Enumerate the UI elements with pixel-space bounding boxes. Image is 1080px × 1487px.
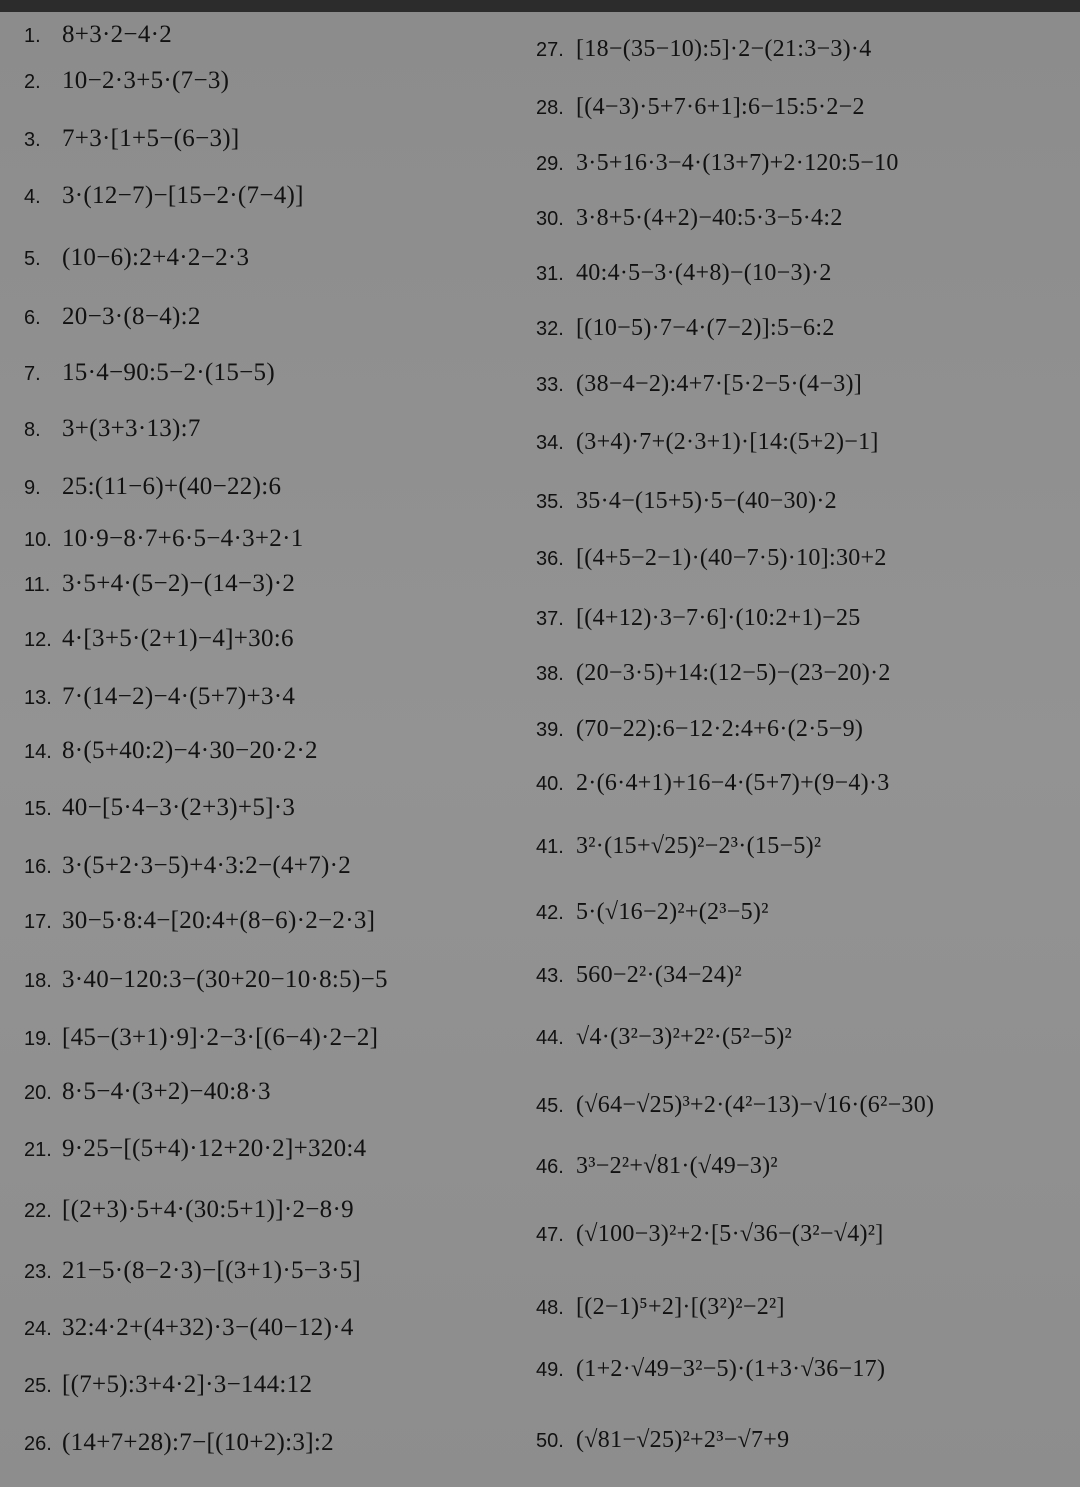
exercise-expression: [(2+3)·5+4·(30:5+1)]·2−8·9	[62, 1196, 354, 1223]
exercise-22	[24, 1197, 354, 1222]
exercise-9	[24, 474, 281, 499]
exercise-number: 29.	[536, 153, 564, 175]
exercise-expression: 8+3·2−4·2	[62, 21, 173, 48]
exercise-number: 44.	[536, 1027, 564, 1049]
exercise-23	[24, 1258, 361, 1283]
exercise-number: 42.	[536, 902, 564, 924]
exercise-26	[24, 1430, 334, 1455]
exercise-number: 6.	[24, 307, 41, 329]
exercise-expression: (√100−3)²+2·[5·√36−(3²−√4)²]	[576, 1221, 884, 1247]
exercise-expression: 10·9−8·7+6·5−4·3+2·1	[62, 525, 304, 552]
exercise-49	[536, 1357, 885, 1381]
exercise-expression: 3·(5+2·3−5)+4·3:2−(4+7)·2	[62, 852, 352, 879]
exercise-number: 1.	[24, 25, 41, 47]
exercise-4	[24, 183, 304, 208]
exercise-expression: [(10−5)·7−4·(7−2)]:5−6:2	[576, 315, 835, 341]
exercise-expression: (√81−√25)²+2³−√7+9	[576, 1427, 790, 1453]
exercise-expression: 25:(11−6)+(40−22):6	[62, 473, 282, 500]
exercise-number: 12.	[24, 629, 52, 651]
exercise-19	[24, 1025, 378, 1050]
exercise-number: 32.	[536, 318, 564, 340]
top-bar	[0, 0, 1080, 12]
exercise-number: 20.	[24, 1082, 52, 1104]
exercise-number: 5.	[24, 248, 41, 270]
exercise-number: 37.	[536, 608, 564, 630]
exercise-16	[24, 853, 351, 878]
exercise-15	[24, 795, 295, 820]
exercise-1	[24, 22, 172, 47]
exercise-number: 14.	[24, 741, 52, 763]
exercise-17	[24, 908, 375, 933]
exercise-number: 48.	[536, 1297, 564, 1319]
exercise-6	[24, 304, 201, 329]
exercise-33	[536, 372, 862, 396]
exercise-number: 47.	[536, 1224, 564, 1246]
exercise-24	[24, 1315, 354, 1340]
exercise-expression: 5·(√16−2)²+(2³−5)²	[576, 899, 769, 925]
exercise-number: 41.	[536, 836, 564, 858]
exercise-expression: 30−5·8:4−[20:4+(8−6)·2−2·3]	[62, 907, 376, 934]
exercise-46	[536, 1154, 778, 1178]
exercise-number: 8.	[24, 419, 41, 441]
exercise-expression: [(4+12)·3−7·6]·(10:2+1)−25	[576, 605, 861, 631]
exercise-21	[24, 1136, 366, 1161]
exercise-11	[24, 571, 295, 596]
exercise-39	[536, 717, 863, 741]
exercise-13	[24, 684, 295, 709]
exercise-number: 10.	[24, 529, 52, 551]
exercise-8	[24, 416, 201, 441]
exercise-29	[536, 151, 899, 175]
exercise-number: 49.	[536, 1359, 564, 1381]
exercise-expression: 3·(12−7)−[15−2·(7−4)]	[62, 182, 304, 209]
exercise-expression: 7·(14−2)−4·(5+7)+3·4	[62, 683, 296, 710]
exercise-number: 50.	[536, 1430, 564, 1452]
exercise-36	[536, 546, 887, 570]
exercise-35	[536, 489, 837, 513]
exercise-expression: 21−5·(8−2·3)−[(3+1)·5−3·5]	[62, 1257, 362, 1284]
exercise-expression: √4·(3²−3)²+2²·(5²−5)²	[576, 1024, 793, 1050]
exercise-number: 19.	[24, 1028, 52, 1050]
exercise-expression: (20−3·5)+14:(12−5)−(23−20)·2	[576, 660, 891, 686]
exercise-3	[24, 126, 240, 151]
exercise-number: 40.	[536, 773, 564, 795]
exercise-number: 18.	[24, 970, 52, 992]
exercise-31	[536, 261, 832, 285]
exercise-2	[24, 68, 229, 93]
exercise-expression: (3+4)·7+(2·3+1)·[14:(5+2)−1]	[576, 429, 879, 455]
exercise-number: 7.	[24, 363, 41, 385]
exercise-48	[536, 1295, 785, 1319]
exercise-12	[24, 626, 294, 651]
exercise-number: 39.	[536, 719, 564, 741]
exercise-25	[24, 1372, 312, 1397]
exercise-7	[24, 360, 275, 385]
exercise-expression: 3³−2²+√81·(√49−3)²	[576, 1153, 778, 1179]
exercise-expression: 560−2²·(34−24)²	[576, 962, 742, 988]
exercise-expression: 15·4−90:5−2·(15−5)	[62, 359, 275, 386]
exercise-number: 31.	[536, 263, 564, 285]
exercise-expression: [(2−1)⁵+2]·[(3²)²−2²]	[576, 1294, 785, 1320]
exercise-expression: 32:4·2+(4+32)·3−(40−12)·4	[62, 1314, 354, 1341]
exercise-expression: (14+7+28):7−[(10+2):3]:2	[62, 1429, 334, 1456]
exercise-expression: (1+2·√49−3²−5)·(1+3·√36−17)	[576, 1356, 886, 1382]
exercise-expression: 3·8+5·(4+2)−40:5·3−5·4:2	[576, 205, 843, 231]
exercise-expression: [(4−3)·5+7·6+1]:6−15:5·2−2	[576, 94, 865, 120]
exercise-number: 2.	[24, 71, 41, 93]
exercise-20	[24, 1079, 271, 1104]
exercise-38	[536, 661, 891, 685]
exercise-number: 11.	[24, 574, 51, 596]
exercise-40	[536, 771, 890, 795]
exercise-expression: 3+(3+3·13):7	[62, 415, 201, 442]
exercise-50	[536, 1428, 789, 1452]
exercise-expression: [45−(3+1)·9]·2−3·[(6−4)·2−2]	[62, 1024, 379, 1051]
exercise-number: 22.	[24, 1200, 52, 1222]
exercise-number: 16.	[24, 856, 52, 878]
exercise-32	[536, 316, 835, 340]
exercise-number: 13.	[24, 687, 52, 709]
exercise-number: 23.	[24, 1261, 52, 1283]
exercise-number: 46.	[536, 1156, 564, 1178]
exercise-5	[24, 245, 249, 270]
exercise-expression: (10−6):2+4·2−2·3	[62, 244, 250, 271]
exercise-number: 3.	[24, 129, 41, 151]
exercise-28	[536, 95, 865, 119]
exercise-expression: 3·40−120:3−(30+20−10·8:5)−5	[62, 966, 388, 993]
exercise-41	[536, 834, 821, 858]
exercise-44	[536, 1025, 792, 1049]
exercise-number: 27.	[536, 39, 564, 61]
exercise-number: 43.	[536, 965, 564, 987]
exercise-sheet	[0, 12, 1080, 1487]
exercise-45	[536, 1093, 934, 1117]
exercise-expression: 8·5−4·(3+2)−40:8·3	[62, 1078, 271, 1105]
exercise-number: 28.	[536, 97, 564, 119]
exercise-expression: 8·(5+40:2)−4·30−20·2·2	[62, 737, 318, 764]
exercise-number: 24.	[24, 1318, 52, 1340]
exercise-number: 17.	[24, 911, 52, 933]
exercise-expression: 40:4·5−3·(4+8)−(10−3)·2	[576, 260, 832, 286]
exercise-27	[536, 37, 872, 61]
exercise-number: 9.	[24, 477, 41, 499]
exercise-expression: 4·[3+5·(2+1)−4]+30:6	[62, 625, 294, 652]
exercise-number: 30.	[536, 208, 564, 230]
exercise-number: 4.	[24, 186, 41, 208]
exercise-43	[536, 963, 742, 987]
exercise-47	[536, 1222, 884, 1246]
exercise-number: 33.	[536, 374, 564, 396]
exercise-30	[536, 206, 843, 230]
exercise-37	[536, 606, 861, 630]
exercise-10	[24, 526, 304, 551]
exercise-18	[24, 967, 388, 992]
exercise-expression: 40−[5·4−3·(2+3)+5]·3	[62, 794, 296, 821]
exercise-number: 38.	[536, 663, 564, 685]
exercise-number: 35.	[536, 491, 564, 513]
exercise-expression: 35·4−(15+5)·5−(40−30)·2	[576, 488, 837, 514]
exercise-number: 25.	[24, 1375, 52, 1397]
exercise-expression: 10−2·3+5·(7−3)	[62, 67, 230, 94]
exercise-expression: 9·25−[(5+4)·12+20·2]+320:4	[62, 1135, 367, 1162]
exercise-expression: (√64−√25)³+2·(4²−13)−√16·(6²−30)	[576, 1092, 935, 1118]
exercise-expression: 3·5+16·3−4·(13+7)+2·120:5−10	[576, 150, 899, 176]
exercise-expression: [(4+5−2−1)·(40−7·5)·10]:30+2	[576, 545, 887, 571]
exercise-number: 45.	[536, 1095, 564, 1117]
exercise-34	[536, 430, 879, 454]
exercise-expression: (38−4−2):4+7·[5·2−5·(4−3)]	[576, 371, 863, 397]
exercise-expression: 20−3·(8−4):2	[62, 303, 201, 330]
exercise-expression: 7+3·[1+5−(6−3)]	[62, 125, 240, 152]
exercise-number: 36.	[536, 548, 564, 570]
exercise-number: 21.	[24, 1139, 52, 1161]
exercise-42	[536, 900, 769, 924]
exercise-expression: 3²·(15+√25)²−2³·(15−5)²	[576, 833, 822, 859]
exercise-expression: 2·(6·4+1)+16−4·(5+7)+(9−4)·3	[576, 770, 890, 796]
exercise-number: 15.	[24, 798, 52, 820]
exercise-expression: (70−22):6−12·2:4+6·(2·5−9)	[576, 716, 864, 742]
exercise-expression: 3·5+4·(5−2)−(14−3)·2	[62, 570, 296, 597]
exercise-expression: [18−(35−10):5]·2−(21:3−3)·4	[576, 36, 872, 62]
exercise-number: 34.	[536, 432, 564, 454]
exercise-14	[24, 738, 318, 763]
exercise-expression: [(7+5):3+4·2]·3−144:12	[62, 1371, 313, 1398]
exercise-number: 26.	[24, 1433, 52, 1455]
